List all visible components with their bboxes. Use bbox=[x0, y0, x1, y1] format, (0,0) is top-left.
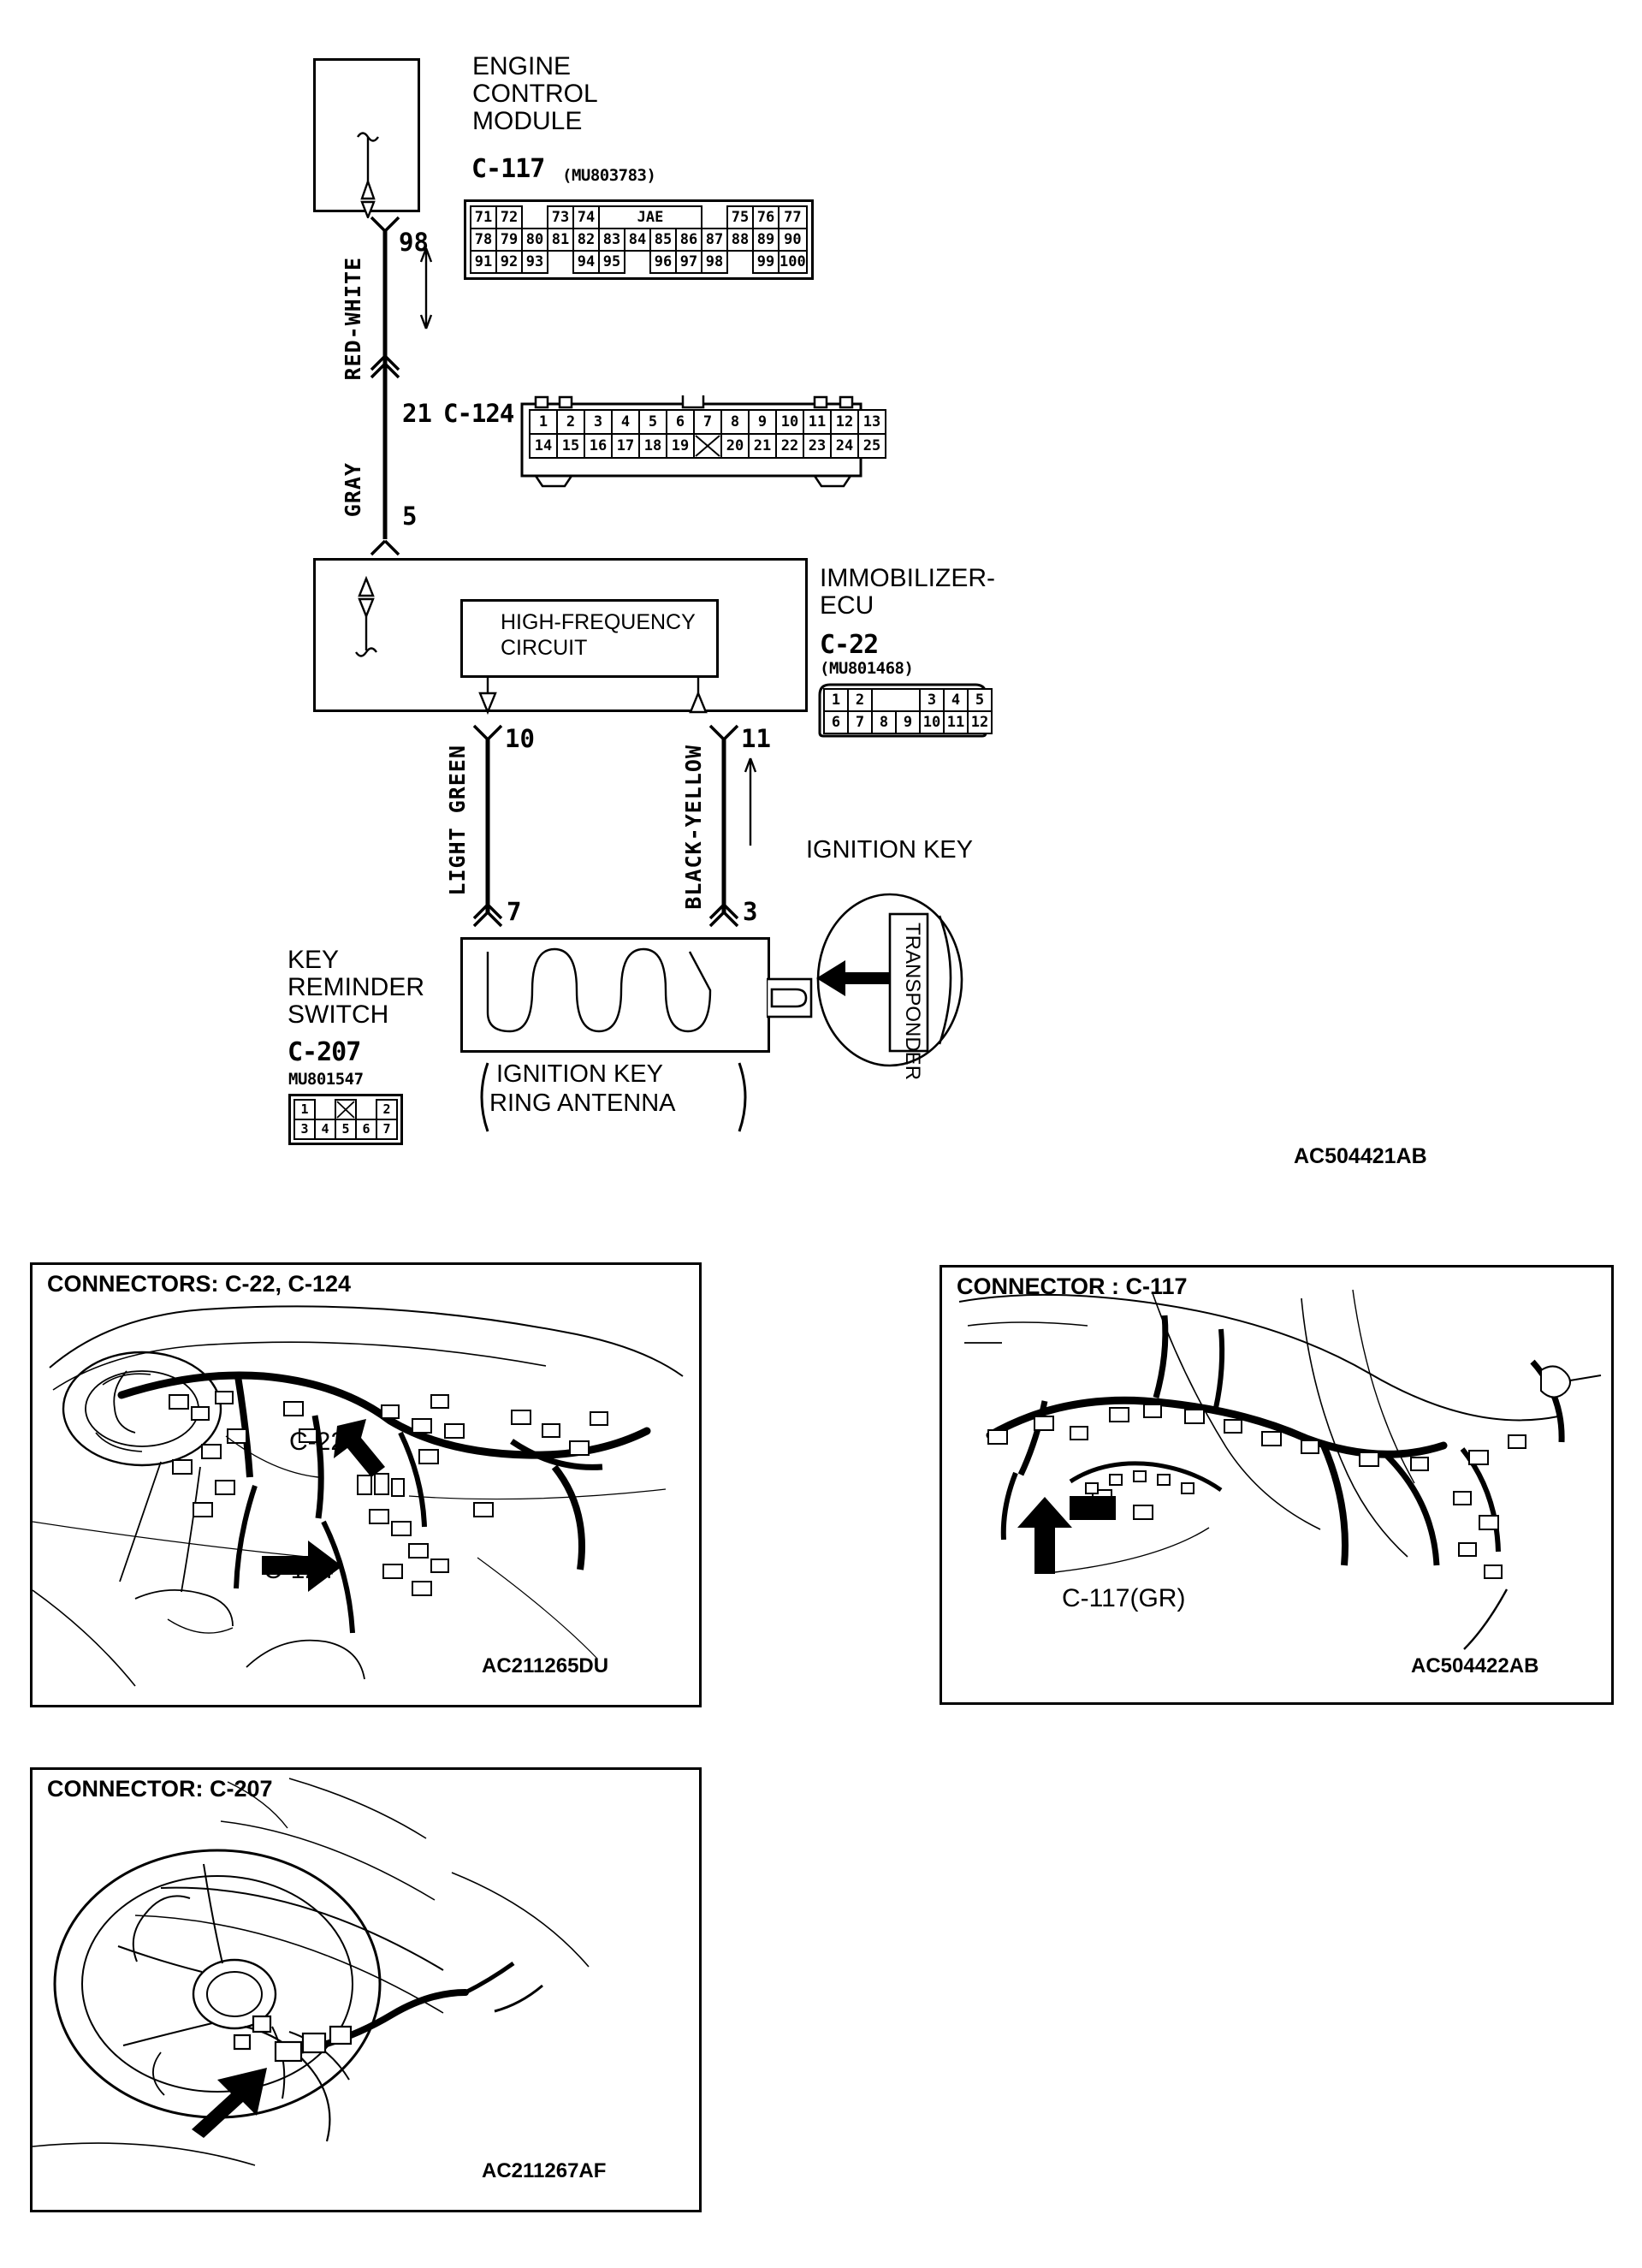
pin-cell: 6 bbox=[667, 410, 694, 434]
pin-11-label: 11 bbox=[741, 724, 771, 753]
table-row bbox=[294, 1100, 397, 1119]
pin-cell: 98 bbox=[702, 251, 727, 273]
pin-cell: 79 bbox=[496, 229, 522, 251]
table-row bbox=[471, 229, 807, 251]
pin-cell: 83 bbox=[599, 229, 625, 251]
pin-cell: 25 bbox=[858, 434, 886, 458]
callout-c124: C-124 bbox=[264, 1556, 334, 1584]
pin-cell: 23 bbox=[803, 434, 831, 458]
ring-antenna-coil bbox=[477, 940, 726, 1047]
pin-cell: 81 bbox=[548, 229, 573, 251]
pin-cell: 86 bbox=[676, 229, 702, 251]
pin-cell: 12 bbox=[968, 711, 992, 733]
table-row bbox=[824, 711, 992, 733]
pin-cell-blank bbox=[522, 206, 548, 229]
pin-cell-unused bbox=[694, 434, 721, 458]
callout-c117-gr: C-117(GR) bbox=[1062, 1584, 1186, 1612]
pin-3-label: 3 bbox=[743, 897, 758, 926]
immobilizer-part-number: (MU801468) bbox=[820, 659, 914, 678]
pin-cell: 8 bbox=[872, 711, 896, 733]
pin-cell: 24 bbox=[831, 434, 858, 458]
pin-cell: 16 bbox=[584, 434, 612, 458]
pin-cell: 3 bbox=[294, 1119, 315, 1139]
panel1-illustration bbox=[33, 1265, 699, 1705]
pin-cell: 78 bbox=[471, 229, 496, 251]
table-row bbox=[471, 206, 807, 229]
high-frequency-circuit-line1: HIGH-FREQUENCY bbox=[501, 610, 696, 634]
pin-cell: 21 bbox=[749, 434, 776, 458]
table-row bbox=[471, 251, 807, 273]
pin-cell: 14 bbox=[530, 434, 557, 458]
wire-color-gray: GRAY bbox=[341, 462, 365, 518]
pin-cell: 4 bbox=[612, 410, 639, 434]
c207-pin-table bbox=[288, 1094, 403, 1145]
pin-21-label: 21 bbox=[402, 399, 432, 428]
pin-cell: 1 bbox=[824, 689, 848, 711]
pin-cell: 10 bbox=[920, 711, 944, 733]
pin-cell: 7 bbox=[694, 410, 721, 434]
pin-cell: 4 bbox=[315, 1119, 335, 1139]
pin-cell: 5 bbox=[968, 689, 992, 711]
pin-cell: 9 bbox=[749, 410, 776, 434]
pin-cell: 2 bbox=[848, 689, 872, 711]
panel-connector-c207 bbox=[30, 1767, 702, 2212]
pin-cell-blank bbox=[548, 251, 573, 273]
pin-cell-blank bbox=[702, 206, 727, 229]
pin-cell: 6 bbox=[356, 1119, 376, 1139]
pin-cell: 91 bbox=[471, 251, 496, 273]
ecm-connector-id: C-117 bbox=[471, 154, 545, 184]
hf-circuit-output-arrows bbox=[460, 676, 726, 715]
figure-code: AC504421AB bbox=[1294, 1144, 1427, 1168]
c207-connector-id: C-207 bbox=[287, 1037, 361, 1067]
panel2-title: CONNECTOR : C-117 bbox=[957, 1274, 1188, 1299]
pin-cell: 99 bbox=[753, 251, 779, 273]
ecm-part-number: (MU803783) bbox=[562, 166, 656, 185]
panel-connector-c117 bbox=[940, 1265, 1614, 1705]
pin-cell: 96 bbox=[650, 251, 676, 273]
c124-pin-table bbox=[529, 409, 886, 459]
c22-pin-table bbox=[823, 688, 993, 734]
pin-cell: 80 bbox=[522, 229, 548, 251]
ecm-title-line1: ENGINE bbox=[472, 52, 572, 80]
pin-cell: 71 bbox=[471, 206, 496, 229]
pin-cell: 10 bbox=[776, 410, 803, 434]
transponder-label: TRANSPONDER bbox=[901, 923, 924, 1081]
pin-cell: 4 bbox=[944, 689, 968, 711]
pin-cell-jae: JAE bbox=[599, 206, 702, 229]
pin-cell-unused bbox=[335, 1100, 356, 1119]
pin-cell: 11 bbox=[803, 410, 831, 434]
pin-cell: 76 bbox=[753, 206, 779, 229]
panel3-illustration bbox=[33, 1770, 699, 2210]
wire-color-black-yellow: BLACK-YELLOW bbox=[681, 745, 706, 910]
pin-cell: 6 bbox=[824, 711, 848, 733]
pin-cell: 77 bbox=[779, 206, 807, 229]
table-row bbox=[530, 434, 886, 458]
pin-cell: 82 bbox=[573, 229, 599, 251]
pin-cell: 95 bbox=[599, 251, 625, 273]
panel3-title: CONNECTOR: C-207 bbox=[47, 1776, 273, 1802]
pin-cell: 13 bbox=[858, 410, 886, 434]
pin-cell: 84 bbox=[625, 229, 650, 251]
pin-cell-blank bbox=[356, 1100, 376, 1119]
pin-cell: 93 bbox=[522, 251, 548, 273]
c117-pin-table bbox=[464, 199, 814, 284]
high-frequency-circuit-line2: CIRCUIT bbox=[501, 636, 588, 660]
pin-cell: 75 bbox=[727, 206, 753, 229]
pin-cell: 1 bbox=[530, 410, 557, 434]
pin-cell: 7 bbox=[376, 1119, 397, 1139]
pin-cell: 88 bbox=[727, 229, 753, 251]
pin-cell: 18 bbox=[639, 434, 667, 458]
pin-cell: 8 bbox=[721, 410, 749, 434]
pin-cell: 20 bbox=[721, 434, 749, 458]
pin-cell: 17 bbox=[612, 434, 639, 458]
panel2-code: AC504422AB bbox=[1411, 1654, 1539, 1677]
panel1-code: AC211265DU bbox=[482, 1654, 609, 1677]
immobilizer-title-line1: IMMOBILIZER- bbox=[820, 564, 996, 592]
pin-cell: 22 bbox=[776, 434, 803, 458]
key-reminder-switch-title-line3: SWITCH bbox=[287, 1000, 389, 1029]
pin-cell: 1 bbox=[294, 1100, 315, 1119]
pin-cell: 89 bbox=[753, 229, 779, 251]
panel1-title: CONNECTORS: C-22, C-124 bbox=[47, 1271, 352, 1297]
panel-connectors-c22-c124 bbox=[30, 1262, 702, 1707]
pin-cell-blank bbox=[872, 689, 920, 711]
ignition-key-label: IGNITION KEY bbox=[806, 836, 973, 864]
pin-cell: 11 bbox=[944, 711, 968, 733]
immobilizer-connector-id: C-22 bbox=[820, 630, 879, 660]
pin-cell-blank bbox=[625, 251, 650, 273]
immobilizer-internal-symbol bbox=[341, 567, 392, 669]
pin-5-label: 5 bbox=[402, 502, 418, 531]
pin-cell: 97 bbox=[676, 251, 702, 273]
pin-cell: 3 bbox=[584, 410, 612, 434]
pin-cell: 7 bbox=[848, 711, 872, 733]
key-reminder-switch-title-line2: REMINDER bbox=[287, 973, 425, 1001]
panel3-code: AC211267AF bbox=[482, 2159, 607, 2182]
ecm-title-line3: MODULE bbox=[472, 107, 583, 135]
ecm-title-line2: CONTROL bbox=[472, 80, 598, 108]
key-reminder-switch-title-line1: KEY bbox=[287, 946, 340, 974]
pin-cell: 15 bbox=[557, 434, 584, 458]
antenna-caption-line1: IGNITION KEY bbox=[496, 1060, 663, 1088]
pin-cell: 72 bbox=[496, 206, 522, 229]
pin-cell: 90 bbox=[779, 229, 807, 251]
wire-color-light-green: LIGHT GREEN bbox=[445, 745, 470, 896]
pin-cell: 87 bbox=[702, 229, 727, 251]
pin-7-label: 7 bbox=[507, 897, 522, 926]
pin-cell: 74 bbox=[573, 206, 599, 229]
pin-cell: 94 bbox=[573, 251, 599, 273]
pin-cell: 19 bbox=[667, 434, 694, 458]
c124-connector-ref: C-124 bbox=[443, 399, 514, 428]
pin-cell: 92 bbox=[496, 251, 522, 273]
antenna-caption-line2: RING ANTENNA bbox=[489, 1089, 676, 1117]
pin-cell-blank bbox=[727, 251, 753, 273]
pin-cell: 3 bbox=[920, 689, 944, 711]
table-row bbox=[530, 410, 886, 434]
ignition-key-illustration bbox=[796, 890, 984, 1070]
pin-cell: 5 bbox=[639, 410, 667, 434]
table-row bbox=[824, 689, 992, 711]
pin-cell: 2 bbox=[557, 410, 584, 434]
table-row bbox=[294, 1119, 397, 1139]
panel2-illustration bbox=[942, 1268, 1611, 1702]
pin-cell: 85 bbox=[650, 229, 676, 251]
pin-cell: 100 bbox=[779, 251, 807, 273]
signal-direction-arrow-black-yellow bbox=[738, 753, 763, 847]
pin-98-label: 98 bbox=[399, 228, 429, 257]
callout-c22: C-22 bbox=[289, 1428, 346, 1456]
pin-cell-blank bbox=[315, 1100, 335, 1119]
pin-cell: 2 bbox=[376, 1100, 397, 1119]
pin-cell: 9 bbox=[896, 711, 920, 733]
pin-cell: 5 bbox=[335, 1119, 356, 1139]
wire-color-red-white: RED-WHITE bbox=[341, 257, 365, 381]
immobilizer-title-line2: ECU bbox=[820, 591, 874, 620]
pin-cell: 12 bbox=[831, 410, 858, 434]
c207-part-number: MU801547 bbox=[288, 1070, 364, 1089]
pin-cell: 73 bbox=[548, 206, 573, 229]
pin-10-label: 10 bbox=[505, 724, 535, 753]
